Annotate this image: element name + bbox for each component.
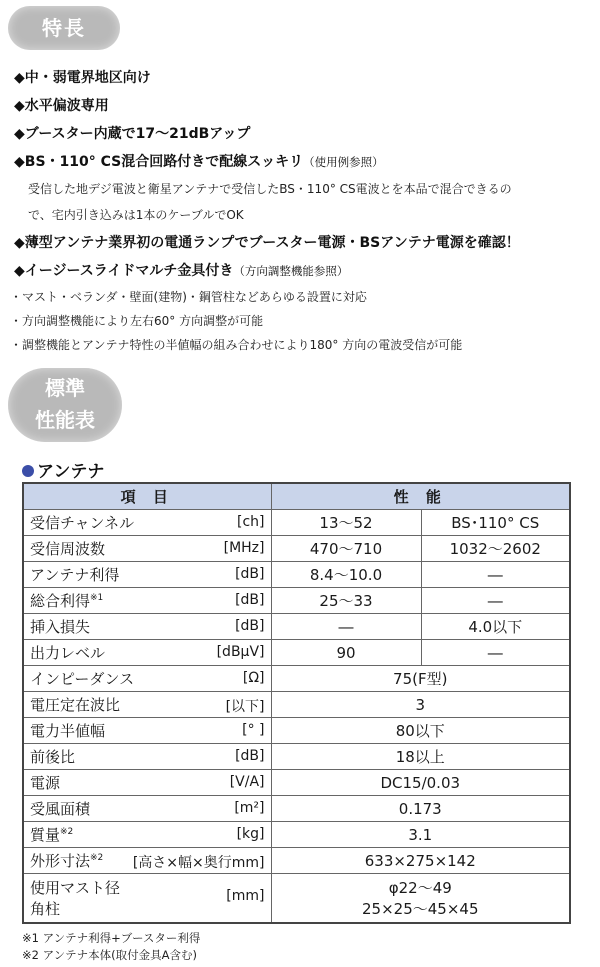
row-item-label: アンテナ利得 <box>30 566 120 584</box>
spec-table <box>22 482 571 924</box>
row-item <box>23 562 271 588</box>
row-item-label: 総合利得 <box>30 592 91 610</box>
row-item <box>23 848 271 874</box>
bullet-item: ・方向調整機能により左右60° 方向調整が可能 <box>10 314 264 328</box>
row-unit: [kg] <box>236 826 265 842</box>
row-unit: [dB] <box>235 748 265 764</box>
table-row <box>23 744 570 770</box>
row-value-terrestrial: 90 <box>271 640 421 666</box>
row-item <box>23 510 271 536</box>
table-row <box>23 510 570 536</box>
row-value: 0.173 <box>271 796 570 822</box>
row-item-label: 受信周波数 <box>30 540 106 558</box>
row-value: 633×275×142 <box>271 848 570 874</box>
row-item <box>23 874 271 924</box>
feature-paragraph-line: 受信した地デジ電波と衛星アンテナで受信したBS・110° CS電波とを本品で混合できるの <box>28 182 512 196</box>
table-row <box>23 588 570 614</box>
row-item-label: 角柱 <box>30 900 61 918</box>
row-item-note: ※1 <box>90 593 104 603</box>
row-item <box>23 588 271 614</box>
row-item-label: 電源 <box>30 774 61 792</box>
row-unit: [dBμV] <box>216 644 265 660</box>
feature-item: ◆BS・110° CS混合回路付きで配線スッキリ（使用例参照） <box>14 154 384 170</box>
row-unit: [MHz] <box>223 540 265 556</box>
row-unit: [° ] <box>242 722 265 738</box>
bullet-item: ・調整機能とアンテナ特性の半値幅の組み合わせにより180° 方向の電波受信が可能 <box>10 338 463 352</box>
antenna-heading: アンテナ <box>22 457 104 482</box>
row-unit: [ch] <box>237 514 265 530</box>
row-item-label: 挿入損失 <box>30 618 91 636</box>
row-value-terrestrial: 25〜33 <box>271 588 421 614</box>
row-unit: [Ω] <box>242 670 265 686</box>
row-item <box>23 718 271 744</box>
row-value-terrestrial: 13〜52 <box>271 510 421 536</box>
spec-title-badge <box>8 368 122 442</box>
row-value-satellite: ― <box>421 588 570 614</box>
row-item-label: 質量 <box>30 826 61 844</box>
row-value: DC15/0.03 <box>271 770 570 796</box>
table-row <box>23 536 570 562</box>
row-unit: [dB] <box>235 618 265 634</box>
table-row <box>23 848 570 874</box>
row-item <box>23 822 271 848</box>
row-value-terrestrial: 8.4〜10.0 <box>271 562 421 588</box>
row-value: 80以下 <box>271 718 570 744</box>
features-title: 特長 <box>42 16 86 40</box>
row-value-satellite: 4.0以下 <box>421 614 570 640</box>
table-row <box>23 666 570 692</box>
table-row <box>23 614 570 640</box>
row-item-note: ※2 <box>60 827 74 837</box>
bullet-dot-icon <box>22 465 34 477</box>
bullet-item: ・マスト・ベランダ・壁面(建物)・鋼管柱などあらゆる設置に対応 <box>10 290 367 304</box>
table-row <box>23 874 570 924</box>
row-unit: [dB] <box>235 592 265 608</box>
row-item <box>23 614 271 640</box>
row-item <box>23 536 271 562</box>
row-unit: [以下] <box>225 699 265 715</box>
row-unit: [mm] <box>226 888 265 904</box>
row-value-line: 25×25〜45×45 <box>362 900 479 918</box>
spec-title-line2: 性能表 <box>35 408 95 432</box>
spec-title-line1: 標準 <box>45 376 85 400</box>
row-value: 3 <box>271 692 570 718</box>
row-value-satellite: ― <box>421 562 570 588</box>
feature-item: ◆イージースライドマルチ金具付き（方向調整機能参照） <box>14 263 349 279</box>
row-item-label: 電力半値幅 <box>30 722 106 740</box>
row-item <box>23 666 271 692</box>
footnote: ※1 アンテナ利得+ブースター利得 <box>22 931 201 945</box>
feature-item: ◆水平偏波専用 <box>14 98 109 114</box>
row-value-terrestrial: ― <box>271 614 421 640</box>
row-item-label: 受風面積 <box>30 800 91 818</box>
row-item <box>23 796 271 822</box>
row-item-label: 前後比 <box>30 748 76 766</box>
header-item: 項 目 <box>23 483 271 510</box>
table-row <box>23 822 570 848</box>
row-item <box>23 640 271 666</box>
row-item-label: 外形寸法 <box>30 852 91 870</box>
row-value: 75(F型) <box>271 666 570 692</box>
header-performance: 性 能 <box>271 483 570 510</box>
table-row <box>23 640 570 666</box>
row-item <box>23 770 271 796</box>
row-value <box>271 874 570 924</box>
row-value-terrestrial: 470〜710 <box>271 536 421 562</box>
table-row <box>23 562 570 588</box>
table-row <box>23 770 570 796</box>
row-value: 18以上 <box>271 744 570 770</box>
row-unit: [dB] <box>235 566 265 582</box>
table-row <box>23 692 570 718</box>
row-item-label: 使用マスト径 <box>30 879 121 897</box>
feature-item: ◆ブースター内蔵で17〜21dBアップ <box>14 126 251 142</box>
row-item-label: インピーダンス <box>30 670 135 688</box>
feature-item: ◆薄型アンテナ業界初の電通ランプでブースター電源・BSアンテナ電源を確認！ <box>14 235 520 251</box>
footnote: ※2 アンテナ本体(取付金具A含む) <box>22 948 197 962</box>
row-item-label: 出力レベル <box>30 644 106 662</box>
row-value-satellite: 1032〜2602 <box>421 536 570 562</box>
table-row <box>23 718 570 744</box>
row-item-label: 受信チャンネル <box>30 514 135 532</box>
row-unit: [高さ×幅×奥行mm] <box>132 855 265 871</box>
row-value-satellite: ― <box>421 640 570 666</box>
table-row <box>23 796 570 822</box>
feature-item: ◆中・弱電界地区向け <box>14 70 151 86</box>
row-unit: [V/A] <box>229 774 265 790</box>
row-value-satellite: BS･110° CS <box>421 510 570 536</box>
row-value-line: φ22〜49 <box>388 879 452 897</box>
row-item <box>23 744 271 770</box>
row-item-note: ※2 <box>90 853 104 863</box>
row-item <box>23 692 271 718</box>
table-header-row <box>23 483 570 510</box>
feature-paragraph-line: で、宅内引き込みは1本のケーブルでOK <box>28 208 244 222</box>
row-item-label: 電圧定在波比 <box>30 696 121 714</box>
row-value: 3.1 <box>271 822 570 848</box>
row-unit: [m²] <box>234 800 265 816</box>
features-title-badge <box>8 6 120 50</box>
